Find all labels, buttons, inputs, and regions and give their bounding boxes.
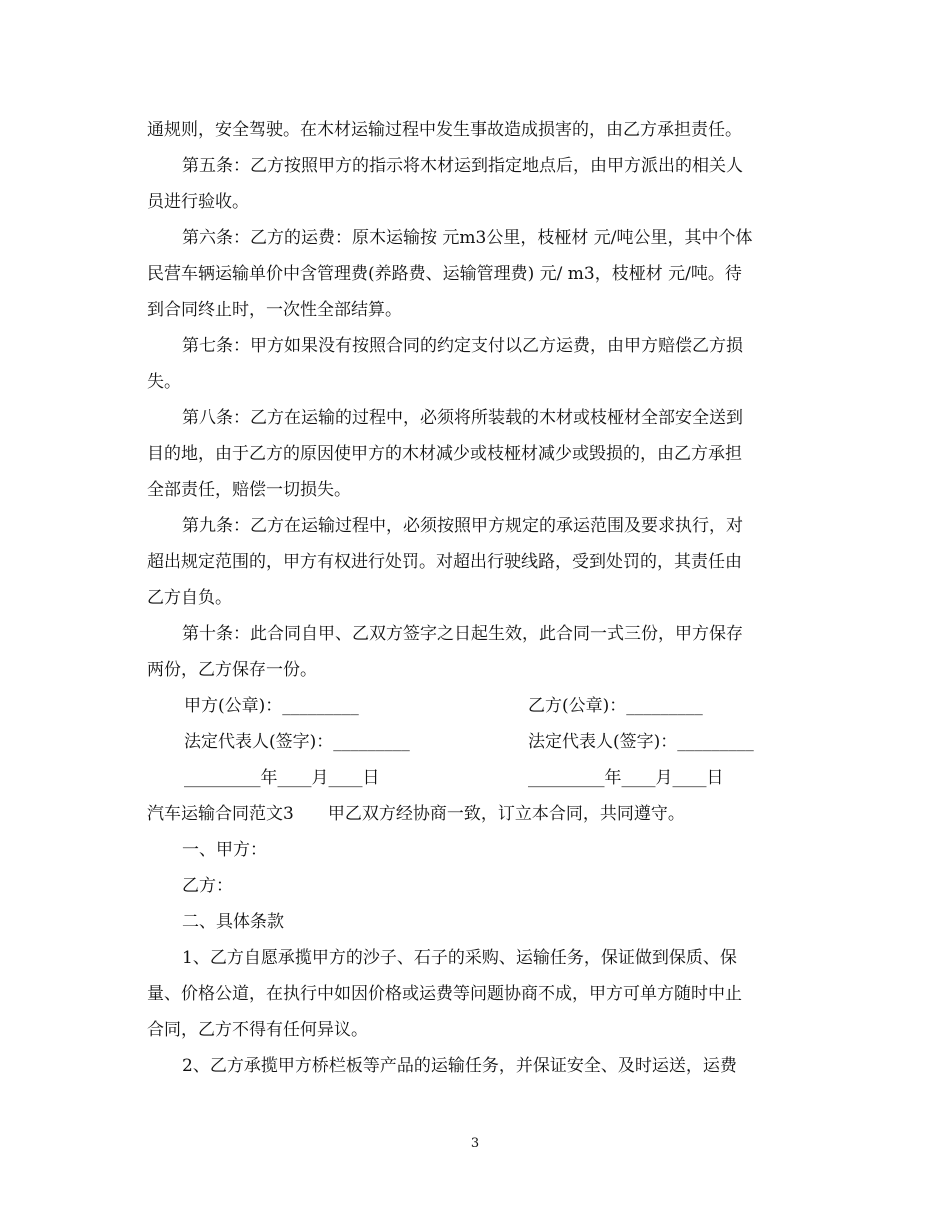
text-line: 超出规定范围的，甲方有权进行处罚。对超出行驶线路，受到处罚的，其责任由	[147, 552, 742, 572]
text-line: 二、具体条款	[182, 912, 284, 932]
text-line: 第五条：乙方按照甲方的指示将木材运到指定地点后，由甲方派出的相关人	[182, 156, 743, 176]
text-line: 全部责任，赔偿一切损失。	[147, 480, 351, 500]
document-content	[147, 112, 807, 1084]
text-line: 乙方：	[182, 876, 233, 896]
page-number: 3	[470, 1136, 480, 1151]
signature-block	[147, 688, 807, 796]
party-a-signature-field: _________年____月____日	[184, 768, 380, 788]
text-line: 第九条：乙方在运输过程中，必须按照甲方规定的承运范围及要求执行，对	[182, 516, 743, 536]
text-line: 第十条：此合同自甲、乙双方签字之日起生效，此合同一式三份，甲方保存	[182, 624, 743, 644]
text-line: 第六条：乙方的运费：原木运输按 元m3公里，枝桠材 元/吨公里，其中个体	[182, 228, 753, 248]
text-line: 第七条：甲方如果没有按照合同的约定支付以乙方运费，由甲方赔偿乙方损	[182, 336, 743, 356]
text-line: 到合同终止时，一次性全部结算。	[147, 300, 402, 320]
text-line: 乙方自负。	[147, 588, 232, 608]
party-b-signature-field: 法定代表人(签字)：_________	[528, 732, 754, 752]
text-line: 1、乙方自愿承揽甲方的沙子、石子的采购、运输任务，保证做到保质、保	[182, 948, 737, 968]
party-a-signature-field: 法定代表人(签字)：_________	[184, 732, 410, 752]
text-line: 汽车运输合同范文3 甲乙双方经协商一致，订立本合同，共同遵守。	[147, 804, 685, 824]
text-line: 目的地，由于乙方的原因使甲方的木材减少或枝桠材减少或毁损的，由乙方承担	[147, 444, 742, 464]
text-line: 一、甲方：	[182, 840, 267, 860]
text-line: 两份，乙方保存一份。	[147, 660, 317, 680]
text-line: 量、价格公道，在执行中如因价格或运费等问题协商不成，甲方可单方随时中止	[147, 984, 742, 1004]
text-line: 合同，乙方不得有任何异议。	[147, 1020, 368, 1040]
signature-row	[147, 760, 807, 796]
text-line: 2、乙方承揽甲方桥栏板等产品的运输任务，并保证安全、及时运送，运费	[182, 1056, 737, 1076]
party-b-signature-field: _________年____月____日	[528, 768, 724, 788]
signature-row	[147, 724, 807, 760]
text-line: 第八条：乙方在运输的过程中，必须将所装载的木材或枝桠材全部安全送到	[182, 408, 743, 428]
contract-3-section	[147, 796, 807, 1084]
signature-row	[147, 688, 807, 724]
contract-clauses	[147, 112, 807, 688]
party-a-signature-field: 甲方(公章)：_________	[184, 696, 359, 716]
text-line: 民营车辆运输单价中含管理费(养路费、运输管理费) 元/ m3，枝桠材 元/吨。待	[147, 264, 742, 284]
party-b-signature-field: 乙方(公章)：_________	[528, 696, 703, 716]
text-line: 通规则，安全驾驶。在木材运输过程中发生事故造成损害的，由乙方承担责任。	[147, 120, 742, 140]
text-line: 失。	[147, 372, 181, 392]
text-line: 员进行验收。	[147, 192, 249, 212]
